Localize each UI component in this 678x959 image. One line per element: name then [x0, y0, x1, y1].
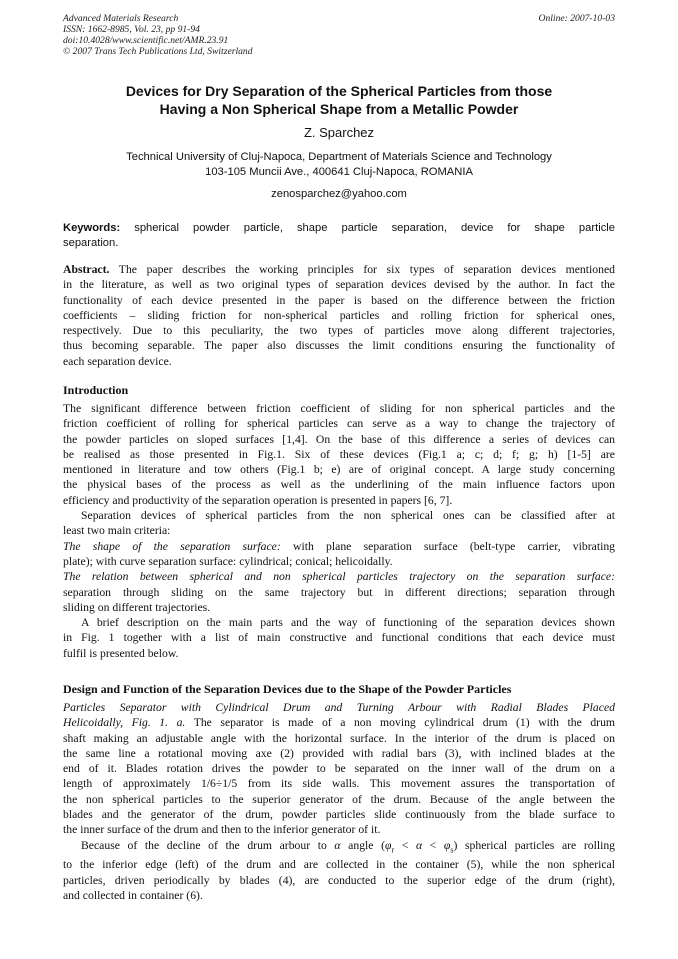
criterion-2-line: sliding on different trajectories.	[63, 600, 211, 614]
design-heading: Design and Function of the Separation Devices due to the Shape of the Powder Particles	[63, 682, 512, 696]
intro-line: the powder particles on sloped surfaces [1,4]. On the base of this difference a series of devices can	[63, 432, 615, 446]
abstract-line: functionality of each device presented in the paper is based on the difference between the friction	[63, 293, 615, 307]
design-line: blades and the generator of the drum, powder particles slide continuously from the blade surface to	[63, 808, 615, 822]
design-line: to the inferior edge (left) of the drum and are collected in the container (5), while the non spherical	[63, 858, 615, 872]
affiliation	[63, 150, 615, 179]
criterion-2-line	[63, 569, 615, 584]
intro-line: in Fig. 1 together with a list of main constructive and functional conditions that each device must	[63, 631, 615, 645]
intro-line: Separation devices of spherical particles from the non spherical ones can be classified after at	[81, 509, 615, 523]
design-line: shaft making an adjustable angle with the horizontal surface. In the interior of the drum is placed on	[63, 731, 615, 745]
intro-line: friction coefficient of rolling for spherical particles can serve as a way to change the trajectory of	[63, 417, 615, 431]
lt-1: <	[394, 838, 416, 852]
issn: ISSN: 1662-8985, Vol. 23, pp 91-94	[63, 24, 200, 35]
design-line: the inner surface of the drum and then to the inferior generator of it.	[63, 823, 381, 837]
paper-title	[63, 82, 615, 118]
abstract-text: The paper describes the working principles for six types of separation devices mentioned	[109, 263, 615, 276]
design-line: the same line a rotational moving axe (2) provided with radial bars (3), with inclined blades at the	[63, 746, 615, 760]
alpha-symbol: α	[334, 838, 341, 852]
affiliation-line-2: 103-105 Muncii Ave., 400641 Cluj-Napoca, ROMANIA	[205, 165, 473, 178]
intro-line: be realised as those presented in Fig.1. Six of these devices (Fig.1 a; c; d; f; g; h) [1-5] are	[63, 447, 615, 461]
device-a-text: The separator is made of a non moving cylindrical drum (1) with the drum	[185, 716, 615, 730]
criterion-1-line	[63, 539, 615, 554]
introduction-heading: Introduction	[63, 383, 129, 397]
abstract-label: Abstract.	[63, 263, 110, 276]
title-line-1: Devices for Dry Separation of the Spherical Particles from those	[125, 83, 553, 99]
abstract	[63, 262, 615, 369]
criterion-1-title: The shape of the separation surface:	[63, 539, 281, 553]
keywords-text-1: spherical powder particle, shape particle separation, device for shape particle	[120, 222, 615, 234]
intro-line: The significant difference between friction coefficient of sliding for non spherical particles and the	[63, 402, 615, 415]
criterion-1-text: with plane separation surface (belt-type carrier, vibrating	[280, 539, 616, 553]
design-line	[63, 715, 615, 730]
criterion-1-line: plate); with curve separation surface: cylindrical; conical; helicoidally.	[63, 554, 393, 568]
journal-name: Advanced Materials Research	[63, 13, 179, 24]
copyright: © 2007 Trans Tech Publications Ltd, Switzerland	[63, 46, 253, 57]
phi-s-subscript: s	[450, 845, 454, 854]
design-line	[63, 700, 615, 715]
design-line	[63, 838, 615, 858]
abstract-line: each separation device.	[63, 354, 172, 368]
doi: doi:10.4028/www.scientific.net/AMR.23.91	[63, 35, 229, 46]
intro-line: the physical bases of the process as well as the underlining of the main influence factors upon	[63, 478, 615, 492]
design-line: particles, driven periodically by blades (4), are conducted to the superior edge of the drum (right),	[63, 873, 615, 887]
criterion-2-title: The relation between spherical and non spherical particles trajectory on the separation surface:	[63, 570, 615, 584]
author-email: zenosparchez@yahoo.com	[271, 188, 407, 200]
journal-header	[63, 13, 615, 57]
keywords-line-1	[63, 221, 615, 236]
design-line: the non spherical particles to the superior generator of the drum. Because of the angle between the	[63, 792, 615, 806]
phi-s-symbol: φ	[443, 838, 451, 852]
introduction-body	[63, 401, 615, 661]
intro-line: efficiency and productivity of the separation operation is presented in papers [6, 7].	[63, 493, 453, 507]
lt-2: <	[422, 838, 444, 852]
keywords-label: Keywords:	[63, 222, 121, 234]
abstract-line: respectively. Due to this peculiarity, the two types of particles move along different trajectories,	[63, 324, 615, 338]
p2-text-a: Because of the decline of the drum arbour to	[81, 838, 335, 852]
design-line: length of approximately 1/6÷1/5 from its side walls. This movement assures the transportation of	[63, 777, 615, 791]
intro-line: A brief description on the main parts and the way of functioning of the separation devices shown	[81, 616, 615, 630]
p2-text-b: angle (	[340, 838, 385, 852]
abstract-line	[63, 262, 615, 277]
online-date: Online: 2007-10-03	[538, 13, 615, 24]
design-body	[63, 700, 615, 903]
intro-line: fulfil is presented below.	[63, 646, 179, 660]
design-line: end of it. Blades rotation drives the powder to be separated on the inner wall of the drum on a	[63, 762, 615, 776]
abstract-line: coefficients – sliding friction for non-spherical particles and rolling friction for spherical ones,	[63, 308, 615, 322]
criterion-2-line: separation through sliding on the same trajectory but in different directions; separation through	[63, 585, 615, 599]
affiliation-line-1: Technical University of Cluj-Napoca, Department of Materials Science and Technology	[126, 151, 552, 163]
device-a-title: Particles Separator with Cylindrical Drum and Turning Arbour with Radial Blades Placed	[63, 701, 615, 714]
title-line-2: Having a Non Spherical Shape from a Metallic Powder	[159, 101, 519, 117]
intro-line: least two main criteria:	[63, 524, 171, 538]
p2-text-c: ) spherical particles are rolling	[453, 838, 616, 852]
keywords	[63, 221, 615, 250]
abstract-line: thus becoming separable. The paper also discusses the limit conditions ensuring the functionality of	[63, 339, 615, 353]
author: Z. Sparchez	[303, 125, 375, 140]
design-line: and collected in container (6).	[63, 888, 203, 902]
keywords-line-2: separation.	[63, 236, 119, 249]
intro-line: mentioned in literature and tow others (Fig.1 b; e) are of original concept. A large study concerning	[63, 463, 615, 477]
phi-r-symbol: φ	[384, 838, 392, 852]
phi-r-subscript: r	[391, 845, 395, 854]
device-a-title-2: Helicoidally, Fig. 1. a.	[63, 716, 186, 730]
abstract-line: in the literature, as well as two original types of separation devices devised by the author. In fact the	[63, 278, 615, 292]
alpha-symbol-2: α	[415, 838, 423, 852]
